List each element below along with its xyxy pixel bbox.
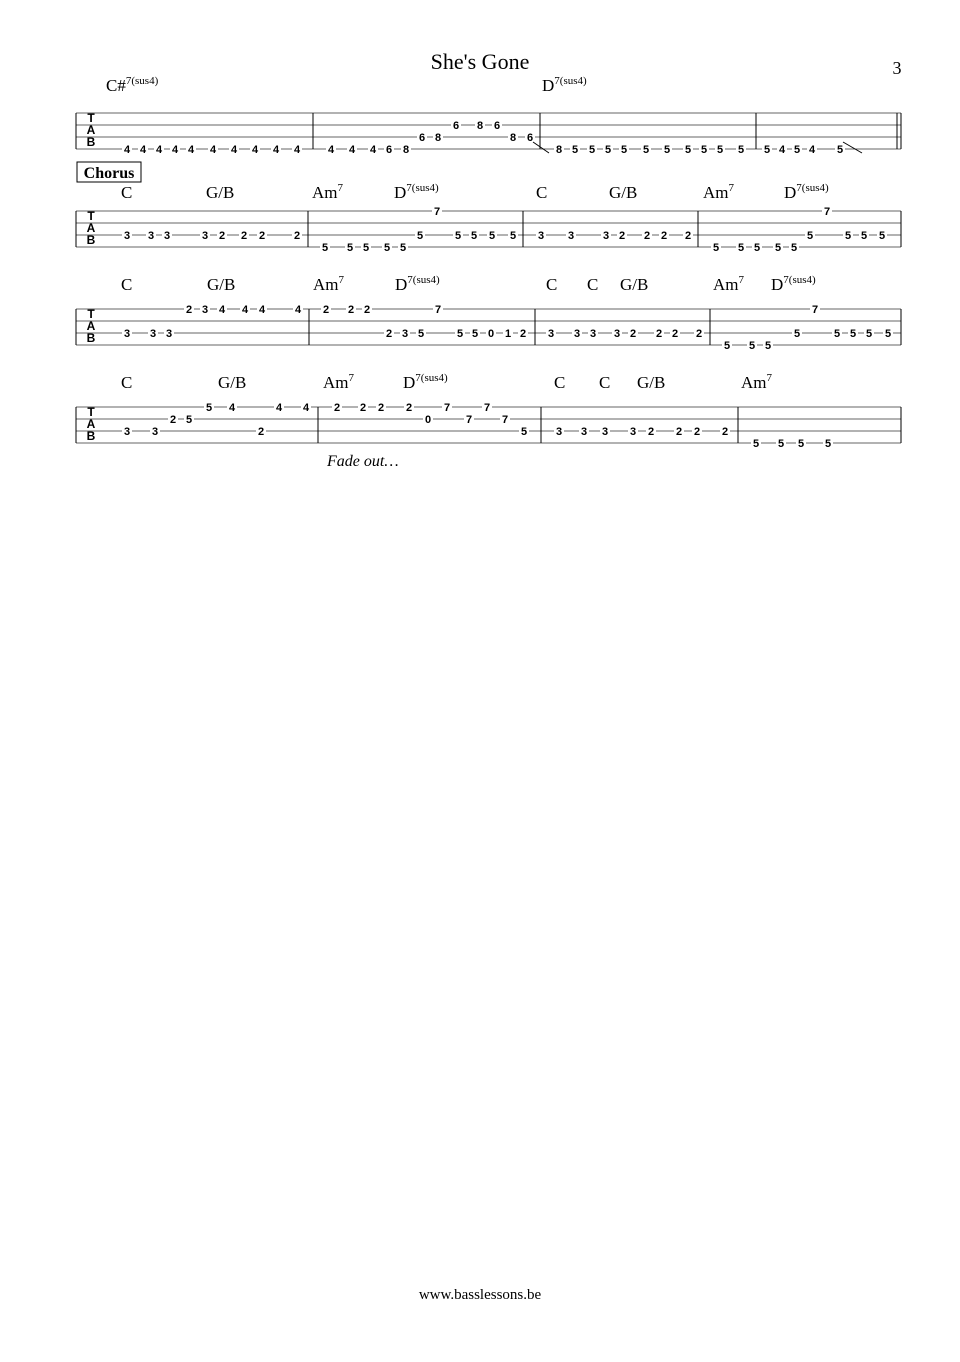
chord-symbol: $D^{7(sus4)}$ xyxy=(394,182,439,202)
fret-number: 8 xyxy=(476,120,484,132)
tab-clef-letter: B xyxy=(86,135,96,149)
fret-number: 4 xyxy=(209,144,217,156)
section-label: Chorus xyxy=(83,165,135,182)
fret-number: 5 xyxy=(185,414,193,426)
fret-number: 5 xyxy=(806,230,814,242)
fret-number: 5 xyxy=(737,144,745,156)
chord-symbol: Am$^7$ xyxy=(313,274,344,294)
fret-number: 4 xyxy=(294,304,302,316)
fret-number: 4 xyxy=(293,144,301,156)
fret-number: 5 xyxy=(700,144,708,156)
fret-number: 5 xyxy=(763,144,771,156)
song-title: She's Gone xyxy=(430,49,530,74)
fret-number: 7 xyxy=(433,206,441,218)
fret-number: 2 xyxy=(618,230,626,242)
fade-out-text: Fade out… xyxy=(327,453,399,470)
chord-symbol: Am$^7$ xyxy=(741,372,772,392)
fret-number: 4 xyxy=(369,144,377,156)
fret-number: 5 xyxy=(399,242,407,254)
fret-number: 3 xyxy=(567,230,575,242)
fret-number: 7 xyxy=(483,402,491,414)
tab-systems xyxy=(76,75,901,470)
fret-number: 4 xyxy=(251,144,259,156)
fret-number: 3 xyxy=(580,426,588,438)
fret-number: 4 xyxy=(327,144,335,156)
fret-number: 4 xyxy=(230,144,238,156)
chord-symbol: Am$^7$ xyxy=(323,372,354,392)
fret-number: 2 xyxy=(647,426,655,438)
fret-number: 0 xyxy=(424,414,432,426)
fret-number: 8 xyxy=(402,144,410,156)
fret-number: 4 xyxy=(302,402,310,414)
tab-clef-letter: A xyxy=(86,221,96,235)
fret-number: 3 xyxy=(613,328,621,340)
chord-symbol: $D^{7(sus4)}$ xyxy=(771,274,816,294)
fret-number: 3 xyxy=(201,230,209,242)
tab-clef-letter: B xyxy=(86,331,96,345)
fret-number: 4 xyxy=(272,144,280,156)
fret-number: 5 xyxy=(774,242,782,254)
fret-number: 5 xyxy=(884,328,892,340)
fret-number: 2 xyxy=(684,230,692,242)
chord-symbol: Am$^7$ xyxy=(312,182,343,202)
fret-number: 5 xyxy=(764,340,772,352)
fret-number: 5 xyxy=(205,402,213,414)
fret-number: 5 xyxy=(860,230,868,242)
tab-clef-letter: B xyxy=(86,233,96,247)
fret-number: 0 xyxy=(487,328,495,340)
chord-symbol: $D^{7(sus4)}$ xyxy=(403,372,448,392)
fret-number: 2 xyxy=(240,230,248,242)
fret-number: 2 xyxy=(721,426,729,438)
fret-number: 5 xyxy=(824,438,832,450)
fret-number: 2 xyxy=(385,328,393,340)
fret-number: 5 xyxy=(790,242,798,254)
fret-number: 5 xyxy=(752,438,760,450)
fret-number: 5 xyxy=(663,144,671,156)
chord-symbol: C xyxy=(536,183,548,202)
fret-number: 2 xyxy=(675,426,683,438)
fret-number: 3 xyxy=(123,230,131,242)
fret-number: 2 xyxy=(519,328,527,340)
fret-number: 7 xyxy=(823,206,831,218)
fret-number: 6 xyxy=(418,132,426,144)
fret-number: 5 xyxy=(716,144,724,156)
fret-number: 2 xyxy=(347,304,355,316)
fret-number: 5 xyxy=(777,438,785,450)
fret-number: 3 xyxy=(537,230,545,242)
fret-number: 7 xyxy=(443,402,451,414)
fret-number: 5 xyxy=(488,230,496,242)
fret-number: 7 xyxy=(465,414,473,426)
fret-number: 5 xyxy=(346,242,354,254)
tab-clef-letter: T xyxy=(87,307,95,321)
fret-number: 5 xyxy=(878,230,886,242)
fret-number: 5 xyxy=(642,144,650,156)
fret-number: 5 xyxy=(844,230,852,242)
fret-number: 5 xyxy=(797,438,805,450)
fret-number: 8 xyxy=(555,144,563,156)
fret-number: 5 xyxy=(471,328,479,340)
fret-number: 5 xyxy=(520,426,528,438)
tab-system xyxy=(76,75,901,156)
fret-number: 3 xyxy=(589,328,597,340)
fret-number: 4 xyxy=(123,144,131,156)
fret-number: 4 xyxy=(808,144,816,156)
fret-number: 2 xyxy=(218,230,226,242)
fret-number: 7 xyxy=(811,304,819,316)
tab-clef-letter: B xyxy=(86,429,96,443)
fret-number: 5 xyxy=(362,242,370,254)
tab-clef-letter: A xyxy=(86,417,96,431)
fret-number: 3 xyxy=(147,230,155,242)
fret-number: 3 xyxy=(151,426,159,438)
fret-number: 2 xyxy=(257,426,265,438)
fret-number: 5 xyxy=(793,144,801,156)
fret-number: 3 xyxy=(555,426,563,438)
fret-number: 5 xyxy=(571,144,579,156)
chord-symbol: G/B xyxy=(620,275,649,294)
slide-mark xyxy=(533,142,549,153)
fret-number: 5 xyxy=(737,242,745,254)
fret-number: 2 xyxy=(671,328,679,340)
fret-number: 2 xyxy=(363,304,371,316)
fret-number: 3 xyxy=(123,426,131,438)
fret-number: 2 xyxy=(695,328,703,340)
tab-clef-letter: T xyxy=(87,405,95,419)
fret-number: 4 xyxy=(139,144,147,156)
chord-symbol: G/B xyxy=(207,275,236,294)
chord-symbol: C#$^{7(sus4)}$ xyxy=(106,75,159,95)
tab-clef-letter: T xyxy=(87,209,95,223)
fret-number: 2 xyxy=(643,230,651,242)
tab-clef-letter: T xyxy=(87,111,95,125)
chord-symbol: $D^{7(sus4)}$ xyxy=(395,274,440,294)
fret-number: 6 xyxy=(385,144,393,156)
chord-symbol: Am$^7$ xyxy=(713,274,744,294)
fret-number: 1 xyxy=(504,328,512,340)
fret-number: 3 xyxy=(163,230,171,242)
fret-number: 3 xyxy=(401,328,409,340)
chord-symbol: C xyxy=(587,275,599,294)
fret-number: 3 xyxy=(165,328,173,340)
page-number: 3 xyxy=(892,58,902,78)
tab-clef-letter: A xyxy=(86,123,96,137)
fret-number: 4 xyxy=(348,144,356,156)
chord-symbol: G/B xyxy=(609,183,638,202)
fret-number: 3 xyxy=(629,426,637,438)
chord-symbol: C xyxy=(121,183,133,202)
chord-symbol: C xyxy=(121,373,133,392)
fret-number: 3 xyxy=(601,426,609,438)
fret-number: 3 xyxy=(602,230,610,242)
tab-system xyxy=(76,162,901,254)
fret-number: 4 xyxy=(228,402,236,414)
fret-number: 4 xyxy=(258,304,266,316)
fret-number: 5 xyxy=(509,230,517,242)
fret-number: 4 xyxy=(218,304,226,316)
chord-symbol: G/B xyxy=(206,183,235,202)
fret-number: 2 xyxy=(293,230,301,242)
slide-mark xyxy=(843,142,862,153)
fret-number: 5 xyxy=(470,230,478,242)
fret-number: 5 xyxy=(748,340,756,352)
fret-number: 2 xyxy=(655,328,663,340)
fret-number: 5 xyxy=(849,328,857,340)
fret-number: 4 xyxy=(275,402,283,414)
tab-clef-letter: A xyxy=(86,319,96,333)
fret-number: 3 xyxy=(573,328,581,340)
chord-symbol: Am$^7$ xyxy=(703,182,734,202)
fret-number: 2 xyxy=(258,230,266,242)
fret-number: 3 xyxy=(149,328,157,340)
tab-system xyxy=(76,372,901,470)
fret-number: 5 xyxy=(588,144,596,156)
fret-number: 5 xyxy=(321,242,329,254)
chord-symbol: $D^{7(sus4)}$ xyxy=(542,75,587,95)
fret-number: 5 xyxy=(793,328,801,340)
fret-number: 6 xyxy=(526,132,534,144)
fret-number: 3 xyxy=(201,304,209,316)
fret-number: 7 xyxy=(434,304,442,316)
fret-number: 5 xyxy=(620,144,628,156)
chord-symbol: C xyxy=(554,373,566,392)
chord-symbol: C xyxy=(599,373,611,392)
chord-symbol: G/B xyxy=(637,373,666,392)
fret-number: 5 xyxy=(456,328,464,340)
fret-number: 5 xyxy=(833,328,841,340)
fret-number: 4 xyxy=(171,144,179,156)
fret-number: 6 xyxy=(452,120,460,132)
fret-number: 4 xyxy=(241,304,249,316)
fret-number: 5 xyxy=(454,230,462,242)
footer-url: www.basslessons.be xyxy=(418,1287,542,1303)
fret-number: 2 xyxy=(359,402,367,414)
fret-number: 3 xyxy=(123,328,131,340)
chord-symbol: G/B xyxy=(218,373,247,392)
fret-number: 4 xyxy=(155,144,163,156)
fret-number: 2 xyxy=(333,402,341,414)
fret-number: 4 xyxy=(187,144,195,156)
chord-symbol: C xyxy=(121,275,133,294)
fret-number: 2 xyxy=(405,402,413,414)
fret-number: 8 xyxy=(509,132,517,144)
fret-number: 2 xyxy=(660,230,668,242)
chord-symbol: C xyxy=(546,275,558,294)
fret-number: 5 xyxy=(836,144,844,156)
fret-number: 2 xyxy=(629,328,637,340)
fret-number: 4 xyxy=(778,144,786,156)
fret-number: 2 xyxy=(693,426,701,438)
fret-number: 7 xyxy=(501,414,509,426)
fret-number: 5 xyxy=(712,242,720,254)
chord-symbol: $D^{7(sus4)}$ xyxy=(784,182,829,202)
tab-system xyxy=(76,274,901,352)
fret-number: 2 xyxy=(169,414,177,426)
fret-number: 5 xyxy=(417,328,425,340)
fret-number: 8 xyxy=(434,132,442,144)
fret-number: 6 xyxy=(493,120,501,132)
fret-number: 5 xyxy=(723,340,731,352)
fret-number: 5 xyxy=(416,230,424,242)
fret-number: 5 xyxy=(684,144,692,156)
fret-number: 2 xyxy=(185,304,193,316)
fret-number: 2 xyxy=(377,402,385,414)
fret-number: 2 xyxy=(322,304,330,316)
fret-number: 3 xyxy=(547,328,555,340)
fret-number: 5 xyxy=(753,242,761,254)
fret-number: 5 xyxy=(383,242,391,254)
fret-number: 5 xyxy=(604,144,612,156)
fret-number: 5 xyxy=(865,328,873,340)
